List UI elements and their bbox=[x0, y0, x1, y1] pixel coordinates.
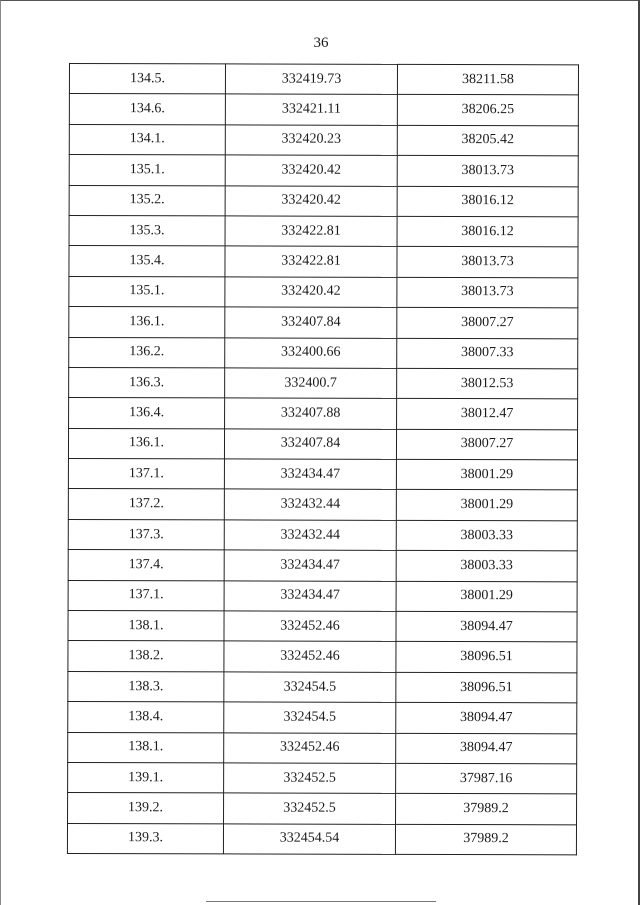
x-coordinate-cell: 332420.23 bbox=[225, 125, 397, 156]
point-number-cell: 139.2. bbox=[68, 793, 224, 824]
y-coordinate-cell: 38007.33 bbox=[397, 338, 578, 369]
table-row bbox=[69, 155, 578, 187]
point-number-cell: 134.1. bbox=[69, 124, 225, 155]
point-number-cell: 135.2. bbox=[69, 185, 225, 216]
table-row bbox=[67, 823, 576, 855]
y-coordinate-cell: 38206.25 bbox=[397, 95, 578, 126]
point-number-cell: 138.2. bbox=[68, 641, 224, 672]
point-number-cell: 136.2. bbox=[69, 337, 225, 368]
point-number-cell: 138.1. bbox=[68, 732, 224, 763]
x-coordinate-cell: 332454.5 bbox=[224, 672, 396, 703]
table-row bbox=[69, 64, 578, 96]
x-coordinate-cell: 332452.46 bbox=[224, 611, 396, 642]
table-row bbox=[68, 580, 577, 612]
table-row bbox=[68, 519, 577, 551]
point-number-cell: 135.3. bbox=[69, 215, 225, 246]
coordinates-table-body bbox=[67, 64, 578, 855]
y-coordinate-cell: 38007.27 bbox=[396, 429, 577, 460]
point-number-cell: 135.4. bbox=[69, 246, 225, 277]
table-row bbox=[69, 367, 578, 399]
y-coordinate-cell: 37989.2 bbox=[395, 824, 576, 855]
point-number-cell: 136.1. bbox=[69, 307, 225, 338]
point-number-cell: 137.2. bbox=[68, 489, 224, 520]
point-number-cell: 136.3. bbox=[69, 367, 225, 398]
x-coordinate-cell: 332452.5 bbox=[224, 793, 396, 824]
table-row bbox=[68, 611, 577, 643]
x-coordinate-cell: 332407.84 bbox=[224, 429, 396, 460]
x-coordinate-cell: 332419.73 bbox=[225, 64, 397, 95]
table-row bbox=[69, 276, 578, 308]
x-coordinate-cell: 332454.5 bbox=[224, 702, 396, 733]
x-coordinate-cell: 332452.46 bbox=[224, 733, 396, 764]
x-coordinate-cell: 332454.54 bbox=[223, 824, 395, 855]
point-number-cell: 136.4. bbox=[69, 398, 225, 429]
point-number-cell: 138.4. bbox=[68, 702, 224, 733]
x-coordinate-cell: 332452.5 bbox=[224, 763, 396, 794]
point-number-cell: 138.3. bbox=[68, 671, 224, 702]
x-coordinate-cell: 332400.7 bbox=[225, 368, 397, 399]
table-row bbox=[68, 732, 577, 764]
table-row bbox=[68, 793, 577, 825]
table-row bbox=[69, 124, 578, 156]
table-row bbox=[69, 94, 578, 126]
y-coordinate-cell: 37989.2 bbox=[396, 794, 577, 825]
x-coordinate-cell: 332400.66 bbox=[225, 337, 397, 368]
y-coordinate-cell: 38013.73 bbox=[397, 156, 578, 187]
y-coordinate-cell: 38096.51 bbox=[396, 642, 577, 673]
table-row bbox=[68, 428, 577, 460]
coordinates-table bbox=[67, 63, 579, 855]
y-coordinate-cell: 38016.12 bbox=[397, 216, 578, 247]
y-coordinate-cell: 38012.53 bbox=[397, 368, 578, 399]
table-row bbox=[69, 337, 578, 369]
x-coordinate-cell: 332420.42 bbox=[225, 155, 397, 186]
y-coordinate-cell: 38096.51 bbox=[396, 672, 577, 703]
y-coordinate-cell: 38094.47 bbox=[396, 611, 577, 642]
x-coordinate-cell: 332407.84 bbox=[225, 307, 397, 338]
y-coordinate-cell: 38001.29 bbox=[396, 581, 577, 612]
table-row bbox=[68, 489, 577, 521]
table-row bbox=[68, 702, 577, 734]
y-coordinate-cell: 38001.29 bbox=[396, 459, 577, 490]
x-coordinate-cell: 332421.11 bbox=[225, 94, 397, 125]
y-coordinate-cell: 38094.47 bbox=[396, 703, 577, 734]
table-row bbox=[69, 215, 578, 247]
y-coordinate-cell: 38211.58 bbox=[397, 64, 578, 95]
point-number-cell: 138.1. bbox=[68, 611, 224, 642]
table-row bbox=[68, 762, 577, 794]
point-number-cell: 135.1. bbox=[69, 276, 225, 307]
point-number-cell: 139.3. bbox=[67, 823, 223, 854]
x-coordinate-cell: 332420.42 bbox=[225, 185, 397, 216]
point-number-cell: 137.1. bbox=[68, 459, 224, 490]
point-number-cell: 137.1. bbox=[68, 580, 224, 611]
point-number-cell: 134.6. bbox=[69, 94, 225, 125]
x-coordinate-cell: 332434.47 bbox=[224, 550, 396, 581]
y-coordinate-cell: 38013.73 bbox=[397, 247, 578, 278]
point-number-cell: 137.3. bbox=[68, 519, 224, 550]
table-row bbox=[69, 307, 578, 339]
x-coordinate-cell: 332422.81 bbox=[225, 216, 397, 247]
y-coordinate-cell: 38001.29 bbox=[396, 490, 577, 521]
page-number: 36 bbox=[313, 35, 329, 51]
x-coordinate-cell: 332432.44 bbox=[224, 520, 396, 551]
y-coordinate-cell: 37987.16 bbox=[396, 763, 577, 794]
table-row bbox=[68, 459, 577, 491]
x-coordinate-cell: 332452.46 bbox=[224, 641, 396, 672]
x-coordinate-cell: 332434.47 bbox=[224, 459, 396, 490]
x-coordinate-cell: 332420.42 bbox=[225, 277, 397, 308]
scan-edge-line bbox=[206, 901, 436, 902]
point-number-cell: 136.1. bbox=[68, 428, 224, 459]
x-coordinate-cell: 332407.88 bbox=[225, 398, 397, 429]
y-coordinate-cell: 38094.47 bbox=[396, 733, 577, 764]
table-row bbox=[69, 398, 578, 430]
point-number-cell: 134.5. bbox=[69, 64, 225, 95]
table-row bbox=[69, 185, 578, 217]
y-coordinate-cell: 38012.47 bbox=[397, 399, 578, 430]
table-row bbox=[68, 641, 577, 673]
point-number-cell: 137.4. bbox=[68, 550, 224, 581]
x-coordinate-cell: 332434.47 bbox=[224, 581, 396, 612]
x-coordinate-cell: 332422.81 bbox=[225, 246, 397, 277]
y-coordinate-cell: 38016.12 bbox=[397, 186, 578, 217]
point-number-cell: 139.1. bbox=[68, 762, 224, 793]
point-number-cell: 135.1. bbox=[69, 155, 225, 186]
y-coordinate-cell: 38003.33 bbox=[396, 520, 577, 551]
y-coordinate-cell: 38205.42 bbox=[397, 125, 578, 156]
table-row bbox=[68, 550, 577, 582]
table-row bbox=[69, 246, 578, 278]
y-coordinate-cell: 38007.27 bbox=[397, 307, 578, 338]
y-coordinate-cell: 38013.73 bbox=[397, 277, 578, 308]
x-coordinate-cell: 332432.44 bbox=[224, 489, 396, 520]
y-coordinate-cell: 38003.33 bbox=[396, 551, 577, 582]
table-row bbox=[68, 671, 577, 703]
